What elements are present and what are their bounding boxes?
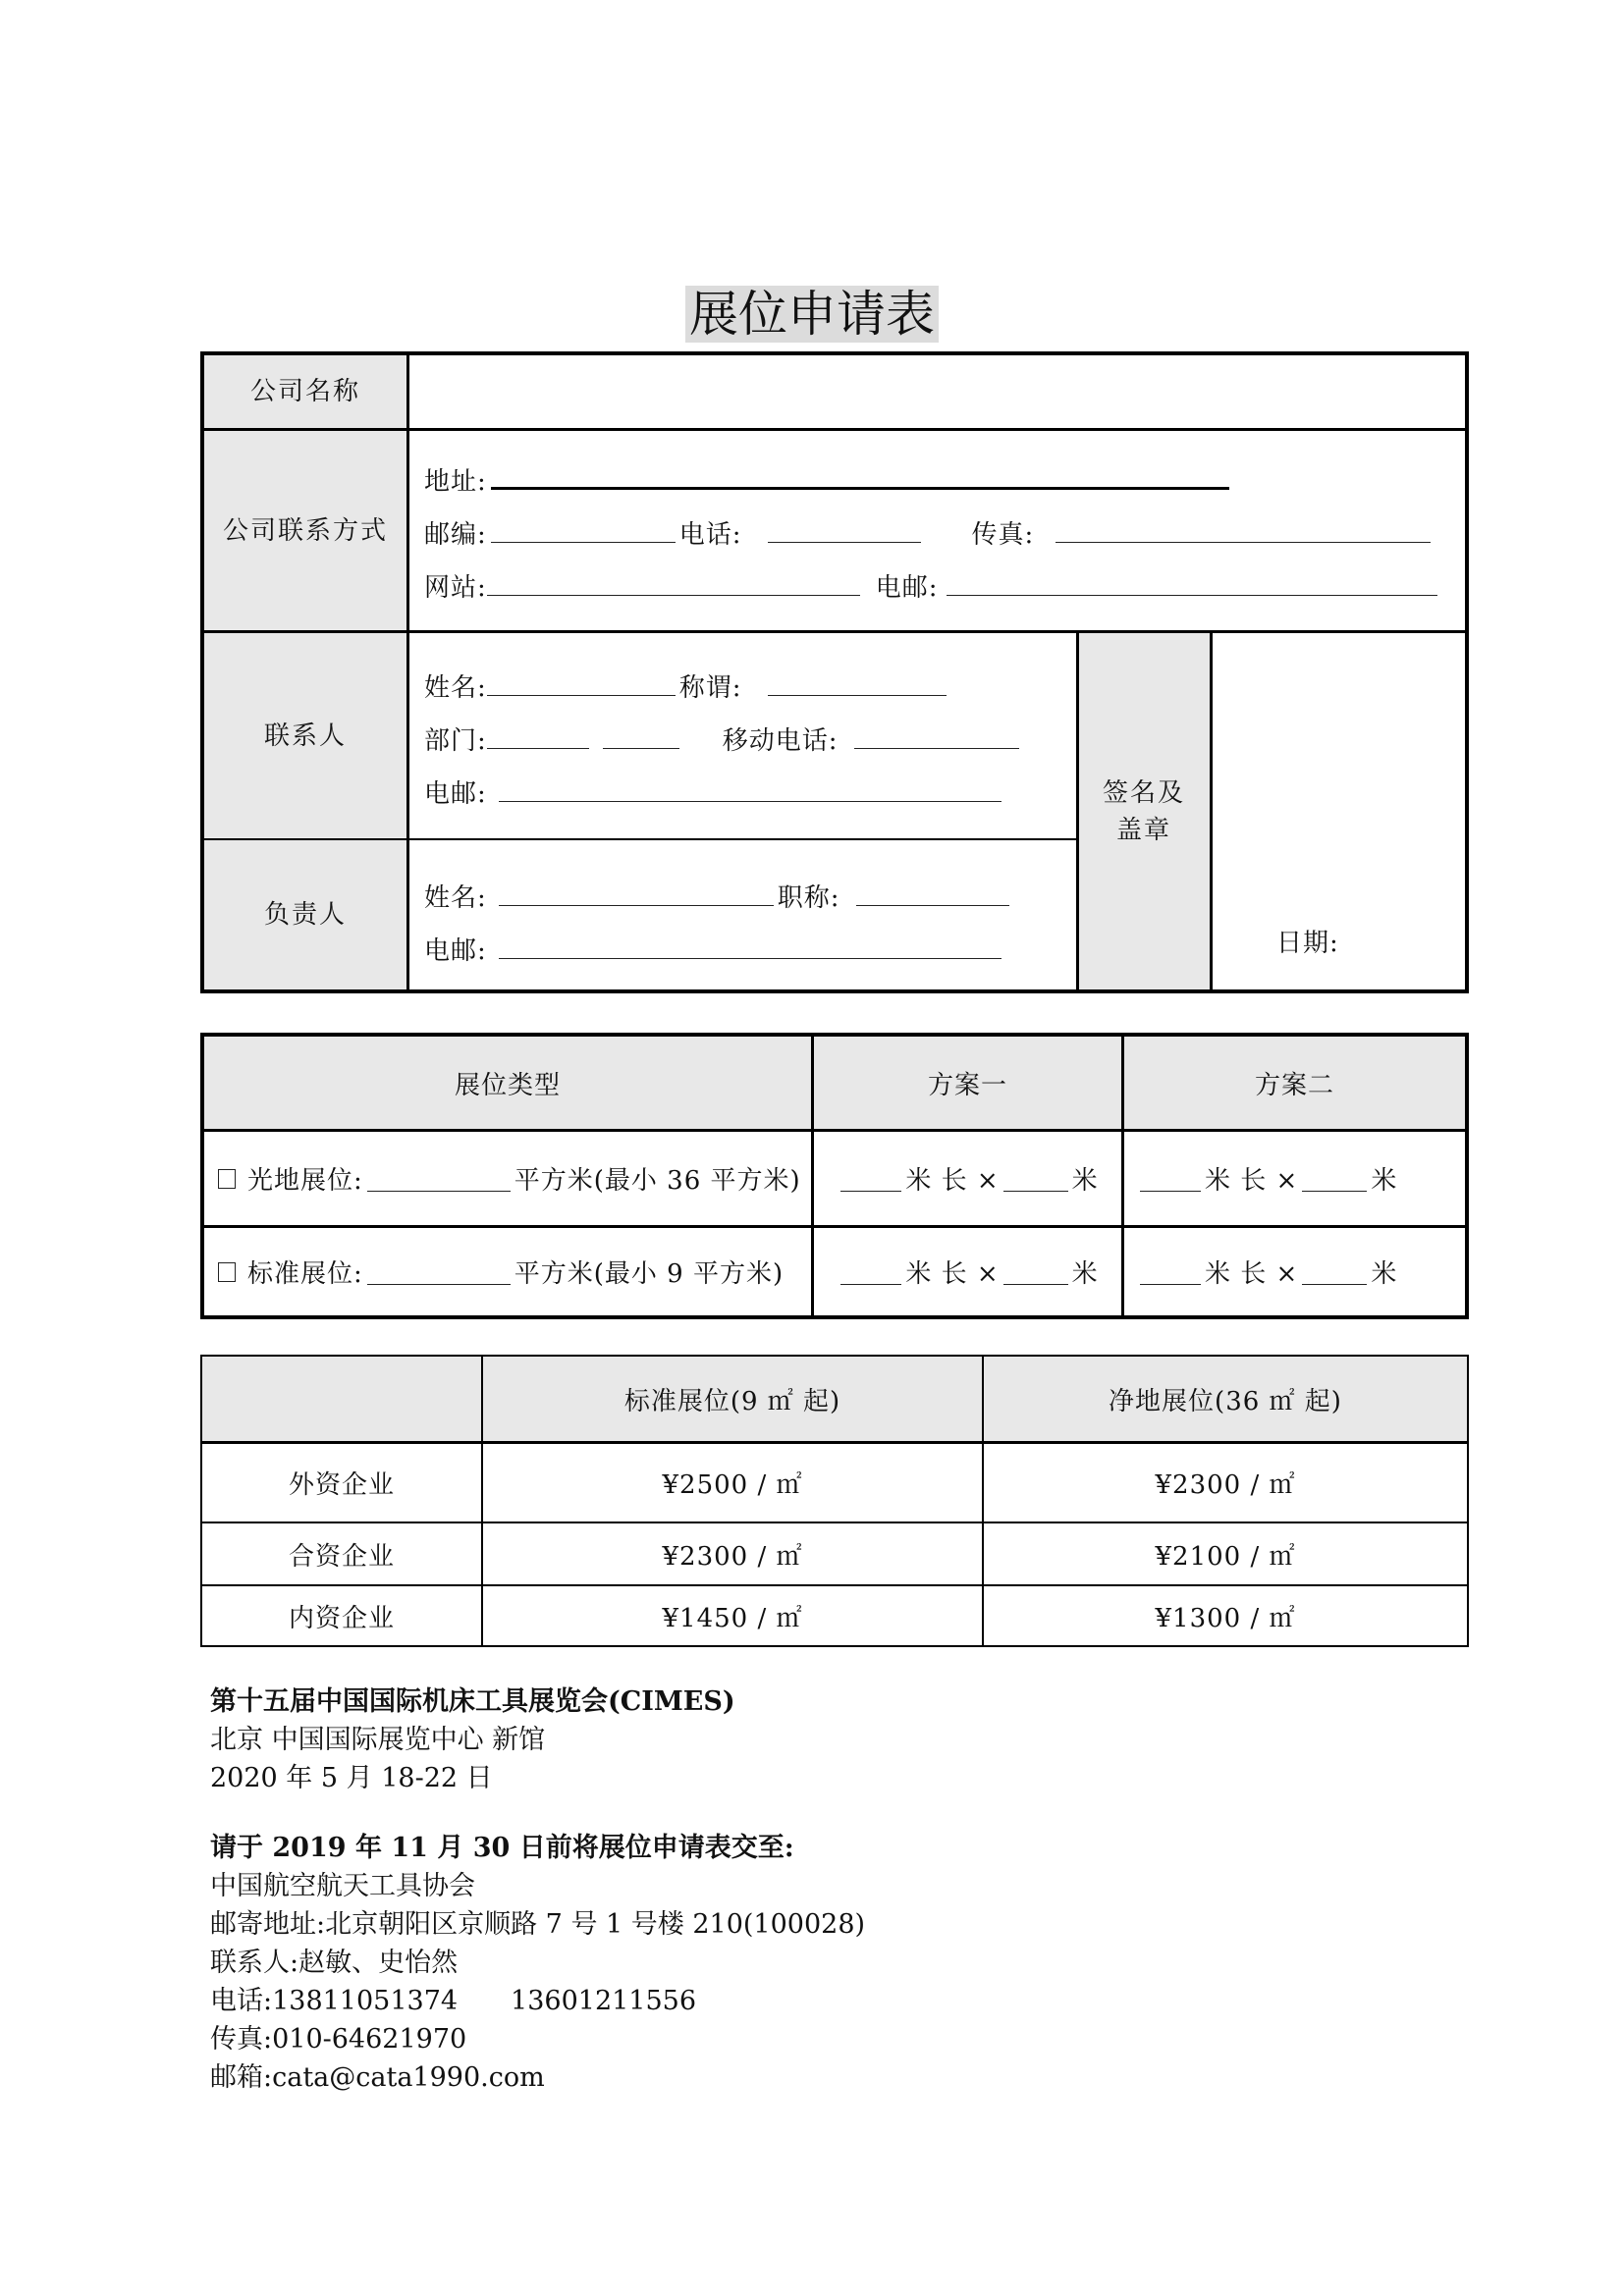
date-label: 日期: (1276, 929, 1339, 958)
responsible-email-row: 电邮: (424, 933, 1005, 968)
header-plan-2: 方案二 (1254, 1070, 1334, 1100)
event-name: 第十五届中国国际机床工具展览会(CIMES) (210, 1686, 735, 1717)
standard-booth-option: 标准展位: 平方米(最小 9 平方米) (218, 1228, 811, 1315)
salutation-field[interactable] (768, 669, 947, 696)
header-raw-space: 净地展位(36 ㎡ 起) (1109, 1386, 1342, 1416)
event-dates: 2020 年 5 月 18-22 日 (210, 1763, 493, 1793)
standard-booth-checkbox[interactable] (218, 1262, 236, 1282)
company-name-field[interactable] (409, 355, 1469, 428)
price-row-type: 外资企业 (288, 1470, 395, 1500)
price-row-std: ¥2300 / ㎡ (662, 1541, 803, 1572)
raw-space-area-field[interactable] (367, 1165, 511, 1192)
responsible-name-field[interactable] (499, 880, 774, 906)
responsible-email-field[interactable] (499, 933, 1001, 959)
raw-space-checkbox[interactable] (218, 1169, 236, 1189)
contact-fax: 传真:010-64621970 (210, 2024, 467, 2055)
contact-person-label: 联系人 (263, 721, 347, 751)
standard-booth-area-field[interactable] (367, 1258, 511, 1285)
price-row-raw: ¥1300 / ㎡ (1155, 1603, 1296, 1633)
price-row-raw: ¥2100 / ㎡ (1155, 1541, 1296, 1572)
std-plan-1-dimensions: 米 长 × 米 (814, 1228, 1121, 1315)
mailing-address: 邮寄地址:北京朝阳区京顺路 7 号 1 号楼 210(100028) (210, 1909, 866, 1940)
contact-email-row: 电邮: (424, 775, 1005, 811)
contact-name-field[interactable] (487, 669, 676, 696)
contact-info-label: 公司联系方式 (222, 515, 388, 546)
contact-phone: 电话:13811051374 13601211556 (210, 1986, 697, 2016)
department-field[interactable] (487, 722, 589, 749)
postcode-phone-fax-row: 邮编: 电话: 传真: (424, 516, 1435, 552)
organizer-name: 中国航空航天工具协会 (210, 1871, 475, 1901)
booth-type-table (200, 1033, 1469, 1319)
application-form-table (200, 351, 1469, 993)
price-table (200, 1355, 1469, 1647)
postcode-field[interactable] (491, 516, 676, 543)
department-mobile-row: 部门: 移动电话: (424, 722, 1023, 758)
raw-plan-1-dimensions: 米 长 × 米 (814, 1132, 1121, 1225)
price-row-type: 合资企业 (288, 1541, 395, 1572)
header-standard-booth: 标准展位(9 ㎡ 起) (623, 1386, 841, 1416)
website-email-row: 网站: 电邮: (424, 569, 1441, 605)
raw-space-option: 光地展位: 平方米(最小 36 平方米) (218, 1132, 811, 1225)
job-title-field[interactable] (856, 880, 1009, 906)
page-title: 展位申请表 (0, 283, 1624, 346)
responsible-name-row: 姓名: 职称: (424, 880, 1013, 915)
signature-stamp-label: 签名及 盖章 (1102, 777, 1185, 845)
responsible-person-label: 负责人 (263, 900, 347, 930)
mobile-field[interactable] (854, 722, 1019, 749)
phone-field[interactable] (768, 516, 921, 543)
raw-plan-2-dimensions: 米 长 × 米 (1124, 1132, 1465, 1225)
price-row-std: ¥1450 / ㎡ (662, 1603, 803, 1633)
price-row-std: ¥2500 / ㎡ (662, 1470, 803, 1500)
header-plan-1: 方案一 (927, 1070, 1007, 1100)
contact-email-field[interactable] (499, 775, 1001, 802)
company-name-label: 公司名称 (249, 377, 360, 406)
contact-email[interactable]: 邮箱:cata@cata1990.com (210, 2062, 545, 2093)
website-field[interactable] (487, 569, 860, 596)
fax-field[interactable] (1056, 516, 1431, 543)
contact-persons: 联系人:赵敏、史怡然 (210, 1948, 459, 1978)
price-row-raw: ¥2300 / ㎡ (1155, 1470, 1296, 1500)
contact-name-row: 姓名: 称谓: (424, 669, 950, 705)
address-row: 地址: (424, 461, 1233, 499)
std-plan-2-dimensions: 米 长 × 米 (1124, 1228, 1465, 1315)
address-field[interactable] (491, 461, 1229, 490)
submission-deadline: 请于 2019 年 11 月 30 日前将展位申请表交至: (210, 1833, 794, 1863)
header-booth-type: 展位类型 (454, 1070, 561, 1100)
event-venue: 北京 中国国际展览中心 新馆 (210, 1725, 546, 1755)
signature-area[interactable] (1213, 633, 1469, 989)
company-email-field[interactable] (947, 569, 1437, 596)
price-row-type: 内资企业 (288, 1603, 395, 1633)
